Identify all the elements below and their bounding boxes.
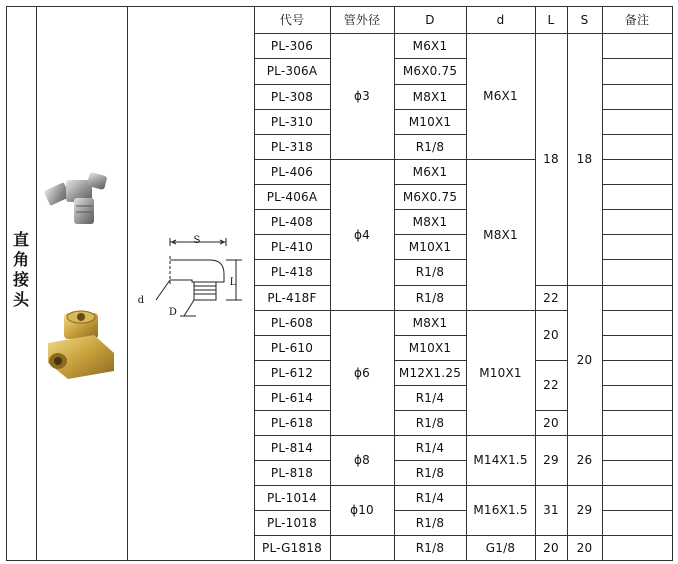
thread-D-cell: R1/4 bbox=[415, 390, 445, 405]
thread-D-cell: M6X1 bbox=[412, 164, 448, 179]
tube-od-cell: ϕ4 bbox=[354, 227, 370, 242]
header-D: D bbox=[425, 12, 435, 27]
dimension-label-l: L bbox=[229, 276, 237, 288]
model-cell: PL-306A bbox=[266, 64, 318, 78]
thread-D-cell: M8X1 bbox=[412, 315, 448, 330]
table-border-bottom bbox=[6, 560, 673, 561]
thread-d-cell: M8X1 bbox=[483, 227, 518, 242]
model-cell: PL-608 bbox=[270, 315, 314, 330]
model-cell: PL-818 bbox=[270, 465, 314, 480]
table-border-right bbox=[672, 6, 673, 560]
thread-D-cell: M6X0.75 bbox=[402, 189, 458, 204]
size-S-cell: 18 bbox=[576, 152, 593, 166]
steel-elbow-fitting-photo bbox=[40, 168, 120, 228]
thread-D-cell: M10X1 bbox=[408, 340, 452, 355]
length-L-cell: 29 bbox=[543, 453, 559, 467]
header-tube-od: 管外径 bbox=[343, 13, 381, 27]
model-cell: PL-408 bbox=[270, 214, 314, 229]
model-cell: PL-410 bbox=[270, 239, 314, 254]
model-cell: PL-1014 bbox=[267, 490, 317, 505]
model-cell: PL-418 bbox=[270, 265, 314, 279]
column-divider bbox=[602, 6, 603, 560]
model-cell: PL-318 bbox=[270, 139, 314, 154]
thread-d-cell: M14X1.5 bbox=[473, 453, 528, 467]
model-cell: PL-610 bbox=[270, 340, 314, 355]
thread-D-cell: M8X1 bbox=[412, 214, 448, 229]
length-L-cell: 20 bbox=[543, 328, 559, 342]
column-divider bbox=[36, 6, 37, 560]
thread-D-cell: M6X0.75 bbox=[402, 64, 458, 78]
length-L-cell: 20 bbox=[543, 415, 559, 430]
model-cell: PL-406A bbox=[266, 189, 318, 204]
thread-D-cell: R1/4 bbox=[415, 440, 445, 455]
dimension-label-s: S bbox=[193, 234, 201, 246]
thread-D-cell: R1/8 bbox=[415, 265, 445, 279]
thread-D-cell: R1/8 bbox=[415, 290, 445, 305]
thread-D-cell: R1/8 bbox=[415, 515, 445, 530]
tube-od-cell: ϕ8 bbox=[354, 453, 370, 467]
size-S-cell: 20 bbox=[576, 353, 593, 367]
brass-elbow-fitting-photo bbox=[40, 305, 120, 385]
category-title-char: 直 bbox=[12, 230, 29, 249]
dimension-label-d-small: d bbox=[137, 294, 145, 306]
header-d: d bbox=[496, 12, 505, 27]
model-cell: PL-306 bbox=[270, 38, 314, 53]
thread-D-cell: M6X1 bbox=[412, 38, 448, 53]
thread-D-cell: R1/8 bbox=[415, 415, 445, 430]
category-title-char: 角 bbox=[12, 250, 29, 269]
header-L: L bbox=[547, 12, 555, 27]
thread-D-cell: M12X1.25 bbox=[398, 365, 462, 380]
header-model: 代号 bbox=[279, 13, 305, 27]
thread-D-cell: R1/8 bbox=[415, 540, 445, 555]
tube-od-cell: ϕ6 bbox=[354, 365, 370, 380]
thread-D-cell: R1/4 bbox=[415, 490, 445, 505]
model-cell: PL-308 bbox=[270, 89, 314, 104]
model-cell: PL-406 bbox=[270, 164, 314, 179]
category-title-char: 头 bbox=[12, 290, 29, 309]
size-S-cell: 26 bbox=[576, 453, 593, 467]
tube-od-cell: ϕ10 bbox=[350, 503, 374, 517]
model-cell: PL-418F bbox=[267, 290, 317, 305]
dimension-label-d-big: D bbox=[168, 306, 178, 318]
length-L-cell: 22 bbox=[543, 290, 559, 305]
category-title-char: 接 bbox=[12, 270, 29, 289]
size-S-cell: 20 bbox=[576, 540, 593, 555]
thread-d-cell: G1/8 bbox=[485, 540, 516, 555]
model-cell: PL-614 bbox=[270, 390, 314, 405]
model-cell: PL-618 bbox=[270, 415, 314, 430]
header-S: S bbox=[580, 12, 589, 27]
length-L-cell: 20 bbox=[543, 540, 559, 555]
column-divider bbox=[127, 6, 128, 560]
thread-D-cell: R1/8 bbox=[415, 139, 445, 154]
length-L-cell: 18 bbox=[543, 152, 559, 166]
length-L-cell: 22 bbox=[543, 378, 559, 392]
tube-od-cell: ϕ3 bbox=[354, 89, 370, 103]
thread-D-cell: M10X1 bbox=[408, 114, 452, 129]
thread-d-cell: M16X1.5 bbox=[473, 503, 528, 517]
header-remark: 备注 bbox=[624, 13, 650, 27]
model-cell: PL-310 bbox=[270, 114, 314, 129]
category-title bbox=[6, 230, 36, 310]
thread-D-cell: R1/8 bbox=[415, 465, 445, 480]
thread-d-cell: M10X1 bbox=[479, 365, 522, 380]
thread-D-cell: M10X1 bbox=[408, 239, 452, 254]
model-cell: PL-1018 bbox=[267, 515, 317, 530]
thread-D-cell: M8X1 bbox=[412, 89, 448, 104]
model-cell: PL-814 bbox=[270, 440, 314, 455]
model-cell: PL-612 bbox=[270, 365, 314, 380]
length-L-cell: 31 bbox=[543, 503, 559, 517]
model-cell: PL-G1818 bbox=[262, 540, 322, 555]
size-S-cell: 29 bbox=[576, 503, 593, 517]
thread-d-cell: M6X1 bbox=[483, 89, 518, 103]
